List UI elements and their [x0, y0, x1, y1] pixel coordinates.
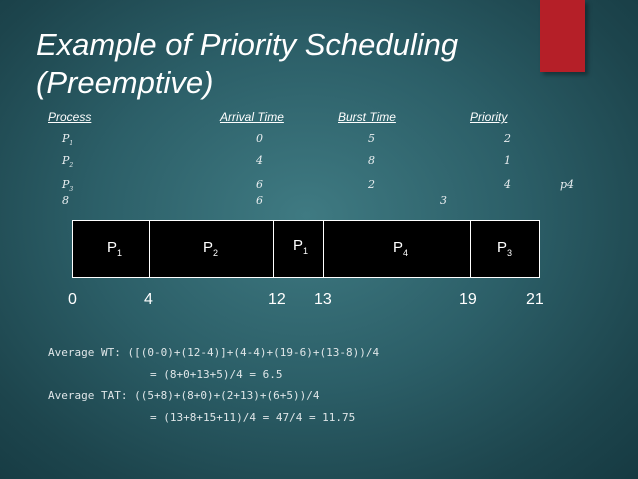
gantt-tick-label: 19	[459, 291, 477, 308]
gantt-divider	[273, 221, 274, 277]
gantt-divider	[470, 221, 471, 277]
gantt-tick-label: 12	[268, 291, 286, 308]
title-line-1: Example of Priority Scheduling	[36, 27, 459, 62]
gantt-tick-label: 21	[526, 291, 544, 308]
average-wt-line-2: = (8+0+13+5)/4 = 6.5	[150, 368, 283, 381]
row-3-process: $P_3$	[62, 178, 74, 194]
average-wt-line-1: Average WT: ([(0-0)+(12-4)]+(4-4)+(19-6)+(13-8))/4	[48, 346, 380, 359]
slide-title	[36, 26, 536, 102]
gantt-segment-label: $P_2$	[203, 239, 219, 258]
overflow-row-value-b: 6	[256, 194, 263, 207]
row-2-burst: 8	[368, 154, 375, 167]
gantt-tick-label: 0	[68, 291, 77, 308]
header-burst-time: Burst Time	[338, 110, 396, 124]
average-tat-line-1: Average TAT: ((5+8)+(8+0)+(2+13)+(6+5))/4	[48, 389, 320, 402]
row-3-burst: 2	[368, 178, 375, 191]
row-1-process: $P_1$	[62, 132, 74, 148]
red-accent-block	[540, 0, 585, 72]
row-3-extra: p4	[560, 178, 575, 191]
row-2-priority: 1	[504, 154, 511, 167]
gantt-segment-label: $P_4$	[393, 239, 409, 258]
gantt-divider	[323, 221, 324, 277]
average-tat-line-2: = (13+8+15+11)/4 = 47/4 = 11.75	[150, 411, 356, 424]
row-3-arrival: 6	[256, 178, 263, 191]
header-priority: Priority	[470, 110, 508, 124]
row-1-arrival: 0	[256, 132, 263, 145]
gantt-segment-label: $P_1$	[293, 237, 309, 256]
title-line-2: (Preemptive)	[36, 65, 214, 100]
gantt-segment-label: $P_1$	[107, 239, 123, 258]
gantt-chart	[72, 220, 540, 278]
overflow-row-value-a: 8	[62, 194, 69, 207]
gantt-divider	[149, 221, 150, 277]
overflow-row-value-c: 3	[440, 194, 447, 207]
row-1-priority: 2	[504, 132, 511, 145]
row-3-priority: 4	[504, 178, 511, 191]
row-1-burst: 5	[368, 132, 375, 145]
gantt-tick-label: 4	[144, 291, 153, 308]
header-process: Process	[48, 110, 92, 124]
row-2-arrival: 4	[256, 154, 263, 167]
gantt-segment-label: $P_3$	[497, 239, 513, 258]
row-2-process: $P_2$	[62, 154, 74, 170]
gantt-tick-label: 13	[314, 291, 332, 308]
header-arrival-time: Arrival Time	[220, 110, 284, 124]
